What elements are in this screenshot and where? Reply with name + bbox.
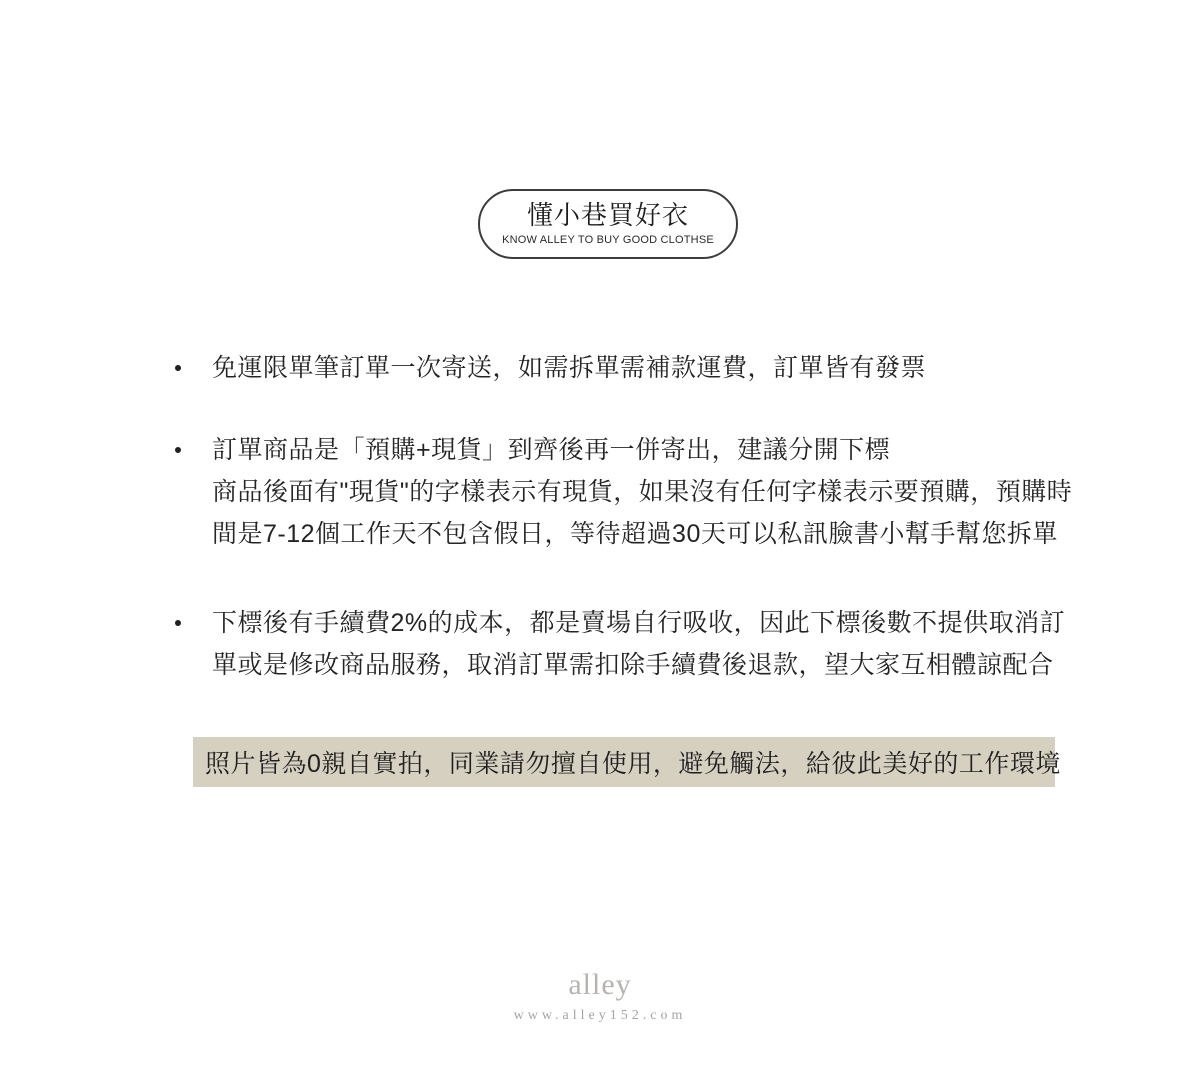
bullet-text-block	[212, 602, 1075, 686]
bullet-item-free-shipping	[175, 347, 1075, 389]
bullet-text-block	[212, 429, 1075, 555]
bullet-text-line: 免運限單筆訂單一次寄送，如需拆單需補款運費，訂單皆有發票	[212, 354, 927, 382]
brand-badge	[478, 189, 738, 259]
bullet-text-line: 間是7-12個工作天不包含假日，等待超過30天可以私訊臉書小幫手幫您拆單	[212, 520, 1058, 548]
photo-notice-banner	[193, 737, 1061, 787]
bullet-dot-icon	[175, 447, 181, 453]
bullet-text-line: 訂單商品是「預購+現貨」到齊後再一併寄出，建議分開下標	[212, 436, 891, 464]
website-url: www.alley152.com	[513, 1008, 687, 1023]
bullet-item-preorder-policy	[175, 429, 1075, 555]
bullet-dot-icon	[175, 620, 181, 626]
badge-title: 懂小巷買好衣	[526, 200, 689, 230]
bullet-text-line: 商品後面有"現貨"的字樣表示有現貨，如果沒有任何字樣表示要預購，預購時	[212, 478, 1073, 506]
badge-subtitle: KNOW ALLEY TO BUY GOOD CLOTHSE	[502, 234, 714, 246]
photo-notice-text: 照片皆為0親自實拍，同業請勿擅自使用，避免觸法，給彼此美好的工作環境	[205, 750, 1061, 778]
bullet-dot-icon	[175, 365, 181, 371]
bullet-text-block	[212, 347, 1075, 389]
bullet-text-line: 單或是修改商品服務，取消訂單需扣除手續費後退款，望大家互相體諒配合	[212, 651, 1054, 679]
brand-logo: alley	[568, 968, 632, 1001]
bullet-text-line: 下標後有手續費2%的成本，都是賣場自行吸收，因此下標後數不提供取消訂	[212, 609, 1066, 637]
bullet-item-fee-policy	[175, 602, 1075, 686]
